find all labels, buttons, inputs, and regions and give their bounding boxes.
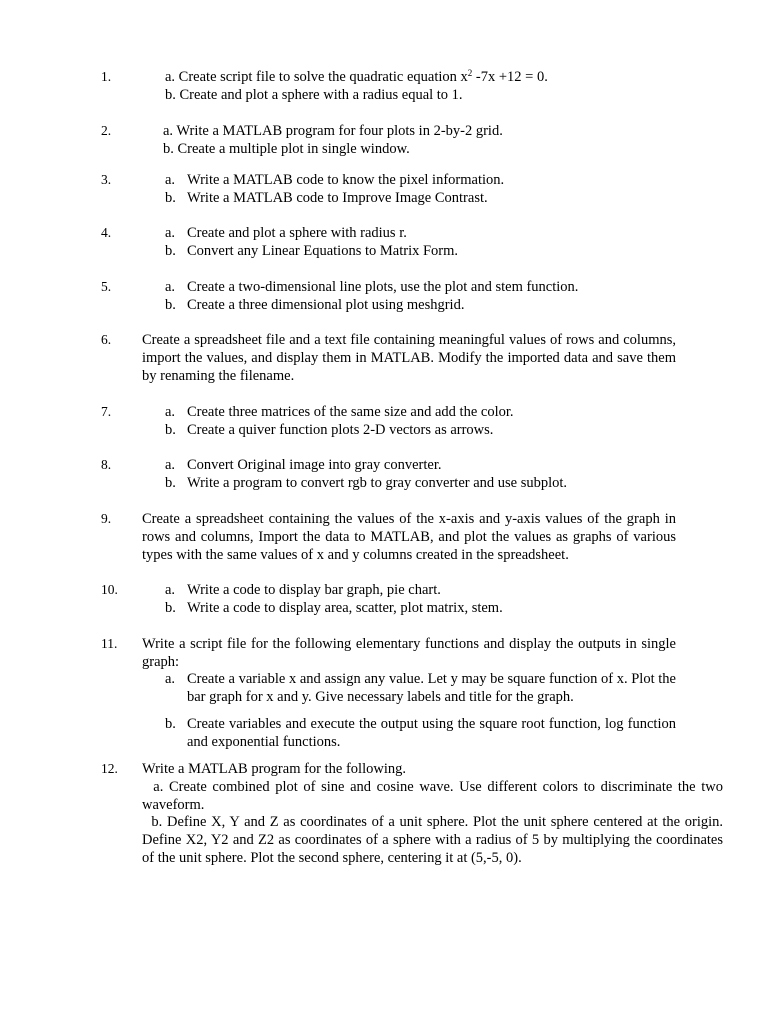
sub-label: a. bbox=[165, 279, 176, 295]
sub-label: a. bbox=[165, 457, 176, 473]
question-9-text: Create a spreadsheet containing the values of the x-axis and y-axis values of the graph in rows and columns, Import the data to MATLAB, and plot the values as graphs of various types with the same values of x and y columns created in the spreadsheet. bbox=[142, 511, 676, 563]
sub-label: b. bbox=[165, 716, 176, 732]
question-5b: Create a three dimensional plot using meshgrid. bbox=[187, 297, 465, 313]
question-4a: Create and plot a sphere with radius r. bbox=[187, 225, 407, 241]
question-12-text: Write a MATLAB program for the following. bbox=[142, 761, 406, 777]
question-3a: Write a MATLAB code to know the pixel information. bbox=[187, 172, 505, 188]
question-number: 11. bbox=[101, 636, 118, 651]
question-10a: Write a code to display bar graph, pie chart. bbox=[187, 582, 441, 598]
question-number: 7. bbox=[101, 404, 112, 419]
question-6-text: Create a spreadsheet file and a text file containing meaningful values of rows and columns, import the values, and display them in MATLAB. Modify the imported data and save them by renaming the filename. bbox=[142, 332, 676, 384]
question-4b: Convert any Linear Equations to Matrix Form. bbox=[187, 243, 459, 259]
sub-label: b. bbox=[165, 422, 176, 438]
question-12b: b. Define X, Y and Z as coordinates of a unit sphere. Plot the unit sphere centered at the origin. Define X2, Y2 and Z2 as coordinates of a sphere with a radius of 5 by multiplying the coordinates of the unit sphere. Plot the second sphere, centering it at (5,-5, 0). bbox=[142, 814, 727, 866]
question-12a: a. Create combined plot of sine and cosine wave. Use different colors to discriminate the two waveform. bbox=[142, 779, 727, 813]
question-8b: Write a program to convert rgb to gray converter and use subplot. bbox=[187, 475, 568, 491]
question-number: 5. bbox=[101, 279, 112, 294]
question-number: 9. bbox=[101, 511, 112, 526]
question-number: 12. bbox=[101, 761, 118, 776]
question-11a: Create a variable x and assign any value. Let y may be square function of x. Plot the bar graph for x and y. Give necessary labels and title for the graph. bbox=[187, 671, 676, 705]
question-1b: b. Create and plot a sphere with a radius equal to 1. bbox=[165, 87, 463, 103]
question-3b: Write a MATLAB code to Improve Image Contrast. bbox=[187, 190, 488, 206]
question-number: 10. bbox=[101, 582, 118, 597]
sub-label: a. bbox=[165, 225, 176, 241]
question-11-text: Write a script file for the following elementary functions and display the outputs in single graph: bbox=[142, 636, 676, 670]
question-number: 3. bbox=[101, 172, 112, 187]
question-2a: a. Write a MATLAB program for four plots in 2-by-2 grid. bbox=[163, 123, 503, 139]
question-number: 6. bbox=[101, 332, 112, 347]
question-number: 8. bbox=[101, 457, 112, 472]
question-2b: b. Create a multiple plot in single window. bbox=[163, 141, 410, 157]
question-8a: Convert Original image into gray converter. bbox=[187, 457, 442, 473]
question-11b: Create variables and execute the output using the square root function, log function and exponential functions. bbox=[187, 716, 676, 750]
sub-label: a. bbox=[165, 582, 176, 598]
sub-label: b. bbox=[165, 600, 176, 616]
sub-label: a. bbox=[165, 172, 176, 188]
question-number: 2. bbox=[101, 123, 112, 138]
sub-label: b. bbox=[165, 243, 176, 259]
question-7b: Create a quiver function plots 2-D vectors as arrows. bbox=[187, 422, 494, 438]
question-5a: Create a two-dimensional line plots, use the plot and stem function. bbox=[187, 279, 579, 295]
sub-label: b. bbox=[165, 475, 176, 491]
sub-label: b. bbox=[165, 297, 176, 313]
question-number: 4. bbox=[101, 225, 112, 240]
question-1a: a. Create script file to solve the quadratic equation $x^2$ -7x +12 = 0. bbox=[165, 68, 548, 85]
sub-label: b. bbox=[165, 190, 176, 206]
question-10b: Write a code to display area, scatter, plot matrix, stem. bbox=[187, 600, 503, 616]
question-7a: Create three matrices of the same size and add the color. bbox=[187, 404, 514, 420]
question-number: 1. bbox=[101, 69, 112, 84]
sub-label: a. bbox=[165, 671, 176, 687]
sub-label: a. bbox=[165, 404, 176, 420]
